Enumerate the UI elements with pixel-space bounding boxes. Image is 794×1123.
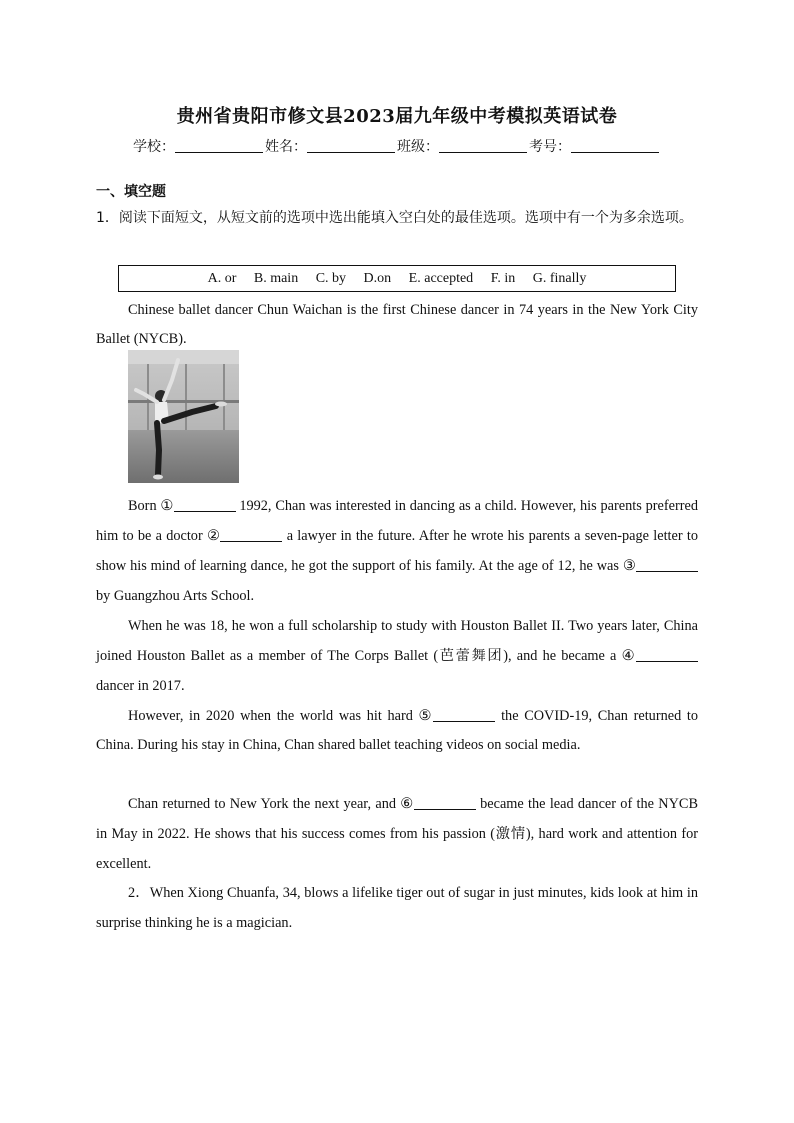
passage-paragraph-4: Chan returned to New York the next year, and ⑥ became the lead dancer of the NYCB in May in 2022. He shows that his success comes from his passion (激情), hard work and attention for excellent. — [96, 796, 698, 872]
student-info-line — [0, 136, 794, 156]
ballet-dancer-photo — [128, 350, 239, 483]
section-title: 一、填空题 — [96, 184, 166, 200]
option-b: B. main — [253, 271, 299, 286]
blank-2[interactable] — [220, 528, 282, 542]
school-blank[interactable] — [175, 138, 263, 153]
option-d: D.on — [363, 271, 392, 286]
school-label: 学校： — [133, 139, 175, 155]
exam-title: 贵州省贵阳市修文县2023届九年级中考模拟英语试卷 — [176, 106, 618, 127]
name-label: 姓名： — [265, 139, 307, 155]
number-blank[interactable] — [571, 138, 659, 153]
option-g: G. finally — [532, 271, 587, 286]
option-c: C. by — [315, 271, 347, 286]
blank-6[interactable] — [414, 796, 476, 810]
passage-paragraph-3: However, in 2020 when the world was hit hard ⑤ the COVID-19, Chan returned to China. During his stay in China, Chan shared ballet teaching videos on social media. — [96, 708, 698, 753]
passage-intro: Chinese ballet dancer Chun Waichan is the first Chinese dancer in 74 years in the New York City Ballet (NYCB). — [96, 302, 698, 347]
passage-paragraph-1: Born ① 1992, Chan was interested in dancing as a child. However, his parents preferred him to be a doctor ② a lawyer in the future. After he wrote his parents a seven-page letter to show his mind of learning dance, he got the support of his family. At the age of 12, he was ③ by Guangzhou Arts School. — [96, 498, 699, 604]
class-blank[interactable] — [439, 138, 527, 153]
option-a: A. or — [207, 271, 237, 286]
number-label: 考号： — [529, 139, 571, 155]
blank-4[interactable] — [636, 648, 698, 662]
blank-3[interactable] — [636, 558, 698, 572]
class-label: 班级： — [397, 139, 439, 155]
name-blank[interactable] — [307, 138, 395, 153]
passage-paragraph-2: When he was 18, he won a full scholarship to study with Houston Ballet II. Two years later, China joined Houston Ballet as a member of The Corps Ballet (芭蕾舞团), and he became a ④ dancer in 2017. — [96, 618, 698, 694]
option-f: F. in — [490, 271, 516, 286]
question-1-instruction: 1．阅读下面短文，从短文前的选项中选出能填入空白处的最佳选项。选项中有一个为多余选项。 — [96, 210, 693, 226]
blank-1[interactable] — [174, 498, 236, 512]
blank-5[interactable] — [433, 708, 495, 722]
option-e: E. accepted — [408, 271, 474, 286]
options-box — [118, 265, 676, 292]
question-2-text: 2．When Xiong Chuanfa, 34, blows a lifelike tiger out of sugar in just minutes, kids look at him in surprise thinking he is a magician. — [96, 885, 698, 931]
